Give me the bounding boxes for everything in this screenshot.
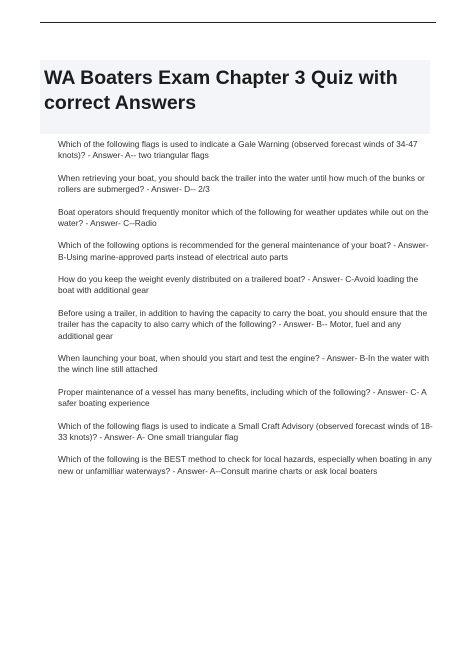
qa-item-5: How do you keep the weight evenly distributed on a trailered boat? - Answer- C-Avoid loading the boat with additional gear xyxy=(58,274,419,296)
qa-item-8: Proper maintenance of a vessel has many benefits, including which of the following? - Answer- C- A safer boating experience xyxy=(58,386,427,409)
top-divider xyxy=(40,22,436,23)
qa-item-2: When retrieving your boat, you should back the trailer into the water until how much of the bunks or rollers are submerged? - Answer- D-- 2/3 xyxy=(58,172,425,195)
qa-item-9: Which of the following flags is used to indicate a Small Craft Advisory (observed forecast winds of 18-33 knots)? - Answer- A- One small triangular flag xyxy=(58,420,433,442)
qa-item-3: Boat operators should frequently monitor which of the following for weather updates while out on the water? - Answer- C--Radio xyxy=(58,206,429,228)
qa-item-6: Before using a trailer, in addition to having the capacity to carry the boat, you should ensure that the trailer has the capacity to also carry which of the following? - Answer- B-- Motor, fuel and any additional gear xyxy=(58,307,428,341)
qa-item-4: Which of the following options is recommended for the general maintenance of your boat? - Answer- B-Using marine-approved parts instead of electrical auto parts xyxy=(58,240,429,262)
qa-item-10: Which of the following is the BEST method to check for local hazards, especially when boating in any new or unfamilliar waterways? - Answer- A--Consult marine charts or ask local boaters xyxy=(58,454,432,476)
qa-item-1: Which of the following flags is used to indicate a Gale Warning (observed forecast winds of 34-47 knots)? - Answer- A-- two triangular flags xyxy=(58,139,418,161)
qa-item-7: When launching your boat, when should you start and test the engine? - Answer- B-In the water with the winch line still attached xyxy=(58,352,430,375)
page-title: WA Boaters Exam Chapter 3 Quiz with correct Answers xyxy=(44,67,398,114)
qa-list xyxy=(58,139,434,488)
